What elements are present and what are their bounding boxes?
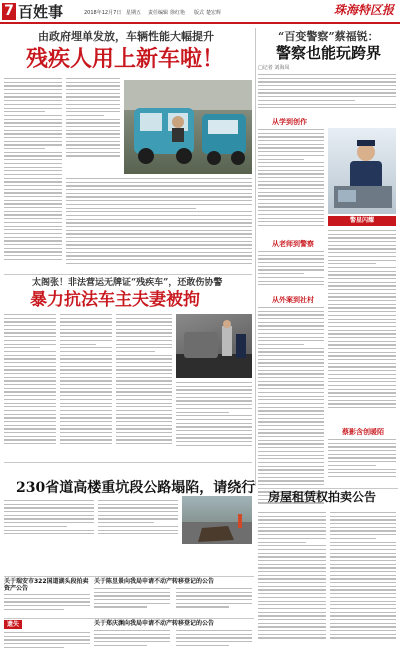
article4-photo [182,496,252,544]
paper-logo: 珠海特区报 [334,3,395,17]
small-notice-text [4,632,90,654]
article2-photo-caption: 警星闪耀 [328,216,396,226]
article1-text-col1 [4,78,62,268]
incident-scene-image [176,314,252,378]
article2-kicker: “百变警察”蔡福锐： [278,30,379,43]
article4-text-col2 [98,500,178,544]
article3-text-col2 [60,314,112,458]
mobility-vehicle-image [124,80,252,174]
article4-text-col1 [4,500,94,544]
article3-top-rule [4,274,252,275]
article2-subhead-4: 蔡影含创暖陌 [342,427,384,436]
article1-kicker: 由政府埋单发放，车辆性能大幅提升 [38,30,214,43]
article2-intro [258,74,396,114]
notice3-title: 关于郑庆渊向我局申请不动产转移登记的公告 [94,620,215,627]
notice3-text-col1 [94,630,170,652]
notice1-text [4,594,90,616]
rental-auction-notice [258,490,398,654]
notice-block-2 [94,578,254,618]
duty-editor-name: 徐红艳 [170,10,186,16]
article1-photo [124,80,252,174]
article3-text-col1 [4,314,56,458]
article1-text-col3 [66,178,252,268]
page-number-badge: 7 [2,3,16,20]
article4-headline: 230省道高楼重坑段公路塌陷，请绕行 [16,480,256,496]
article2-text-2 [258,251,324,293]
article2-subhead-2: 从老师到警察 [272,239,314,248]
article3-kicker: 太阁张！非法营运无牌证“残疾车”，还敢伤协警 [32,278,223,288]
section-title: 百姓事 [18,3,64,21]
issue-weekday: 星期五 [126,10,142,16]
article3-text-col4 [176,382,252,458]
notice1-title: 关于瑞安市322国道湖头段拍卖资产公告 [4,578,89,592]
notice-block-3 [94,620,254,654]
article1-headline: 残疾人用上新车啦！ [26,46,225,72]
article2-byline: □记者 刘海凤 [258,65,290,71]
issue-date: 2018年12月7日 [84,10,122,16]
article3-headline: 暴力抗法车主夫妻被拘 [30,290,200,310]
police-officer-image [328,128,396,214]
masthead [0,0,400,24]
notices-top-rule [4,576,254,577]
article-disabled-vehicles [4,28,254,272]
article-violent-resistance [4,278,254,460]
article-road-collapse [4,466,254,576]
notice3-text-col2 [176,630,252,652]
notice-block-1 [4,578,90,618]
small-notice [4,620,90,654]
layout-editor-label: 版式 [194,10,205,16]
rental-text-col2 [330,512,396,652]
article2-photo [328,128,396,214]
rental-text-col1 [258,512,326,652]
article3-text-col3 [116,314,172,458]
rental-headline: 房屋租赁权拍卖公告 [268,490,377,504]
layout-editor-name: 楚宏辉 [206,10,222,16]
notice2-text-col1 [94,588,170,616]
article2-headline: 警察也能玩跨界 [276,44,382,62]
article2-text-1 [258,129,324,237]
masthead-rule [0,22,400,24]
article2-text-4 [328,230,396,426]
column-divider [255,28,256,486]
article4-top-rule [4,462,252,463]
rental-top-rule [258,488,398,489]
article2-text-5 [328,439,396,485]
article3-photo [176,314,252,378]
article2-subhead-1: 从学到创作 [272,117,307,126]
small-notice-badge: 遗失 [4,620,22,629]
notice2-title: 关于陈昱景向我局申请不动产转移登记的公告 [94,578,215,585]
article2-subhead-3: 从外案到社村 [272,295,314,304]
article1-text-col2 [66,78,120,158]
notices-mid-rule [4,618,254,619]
duty-editor-label: 责任编辑 [148,10,169,16]
notice2-text-col2 [176,588,252,616]
article-police-story [258,28,398,528]
road-collapse-image [182,496,252,544]
